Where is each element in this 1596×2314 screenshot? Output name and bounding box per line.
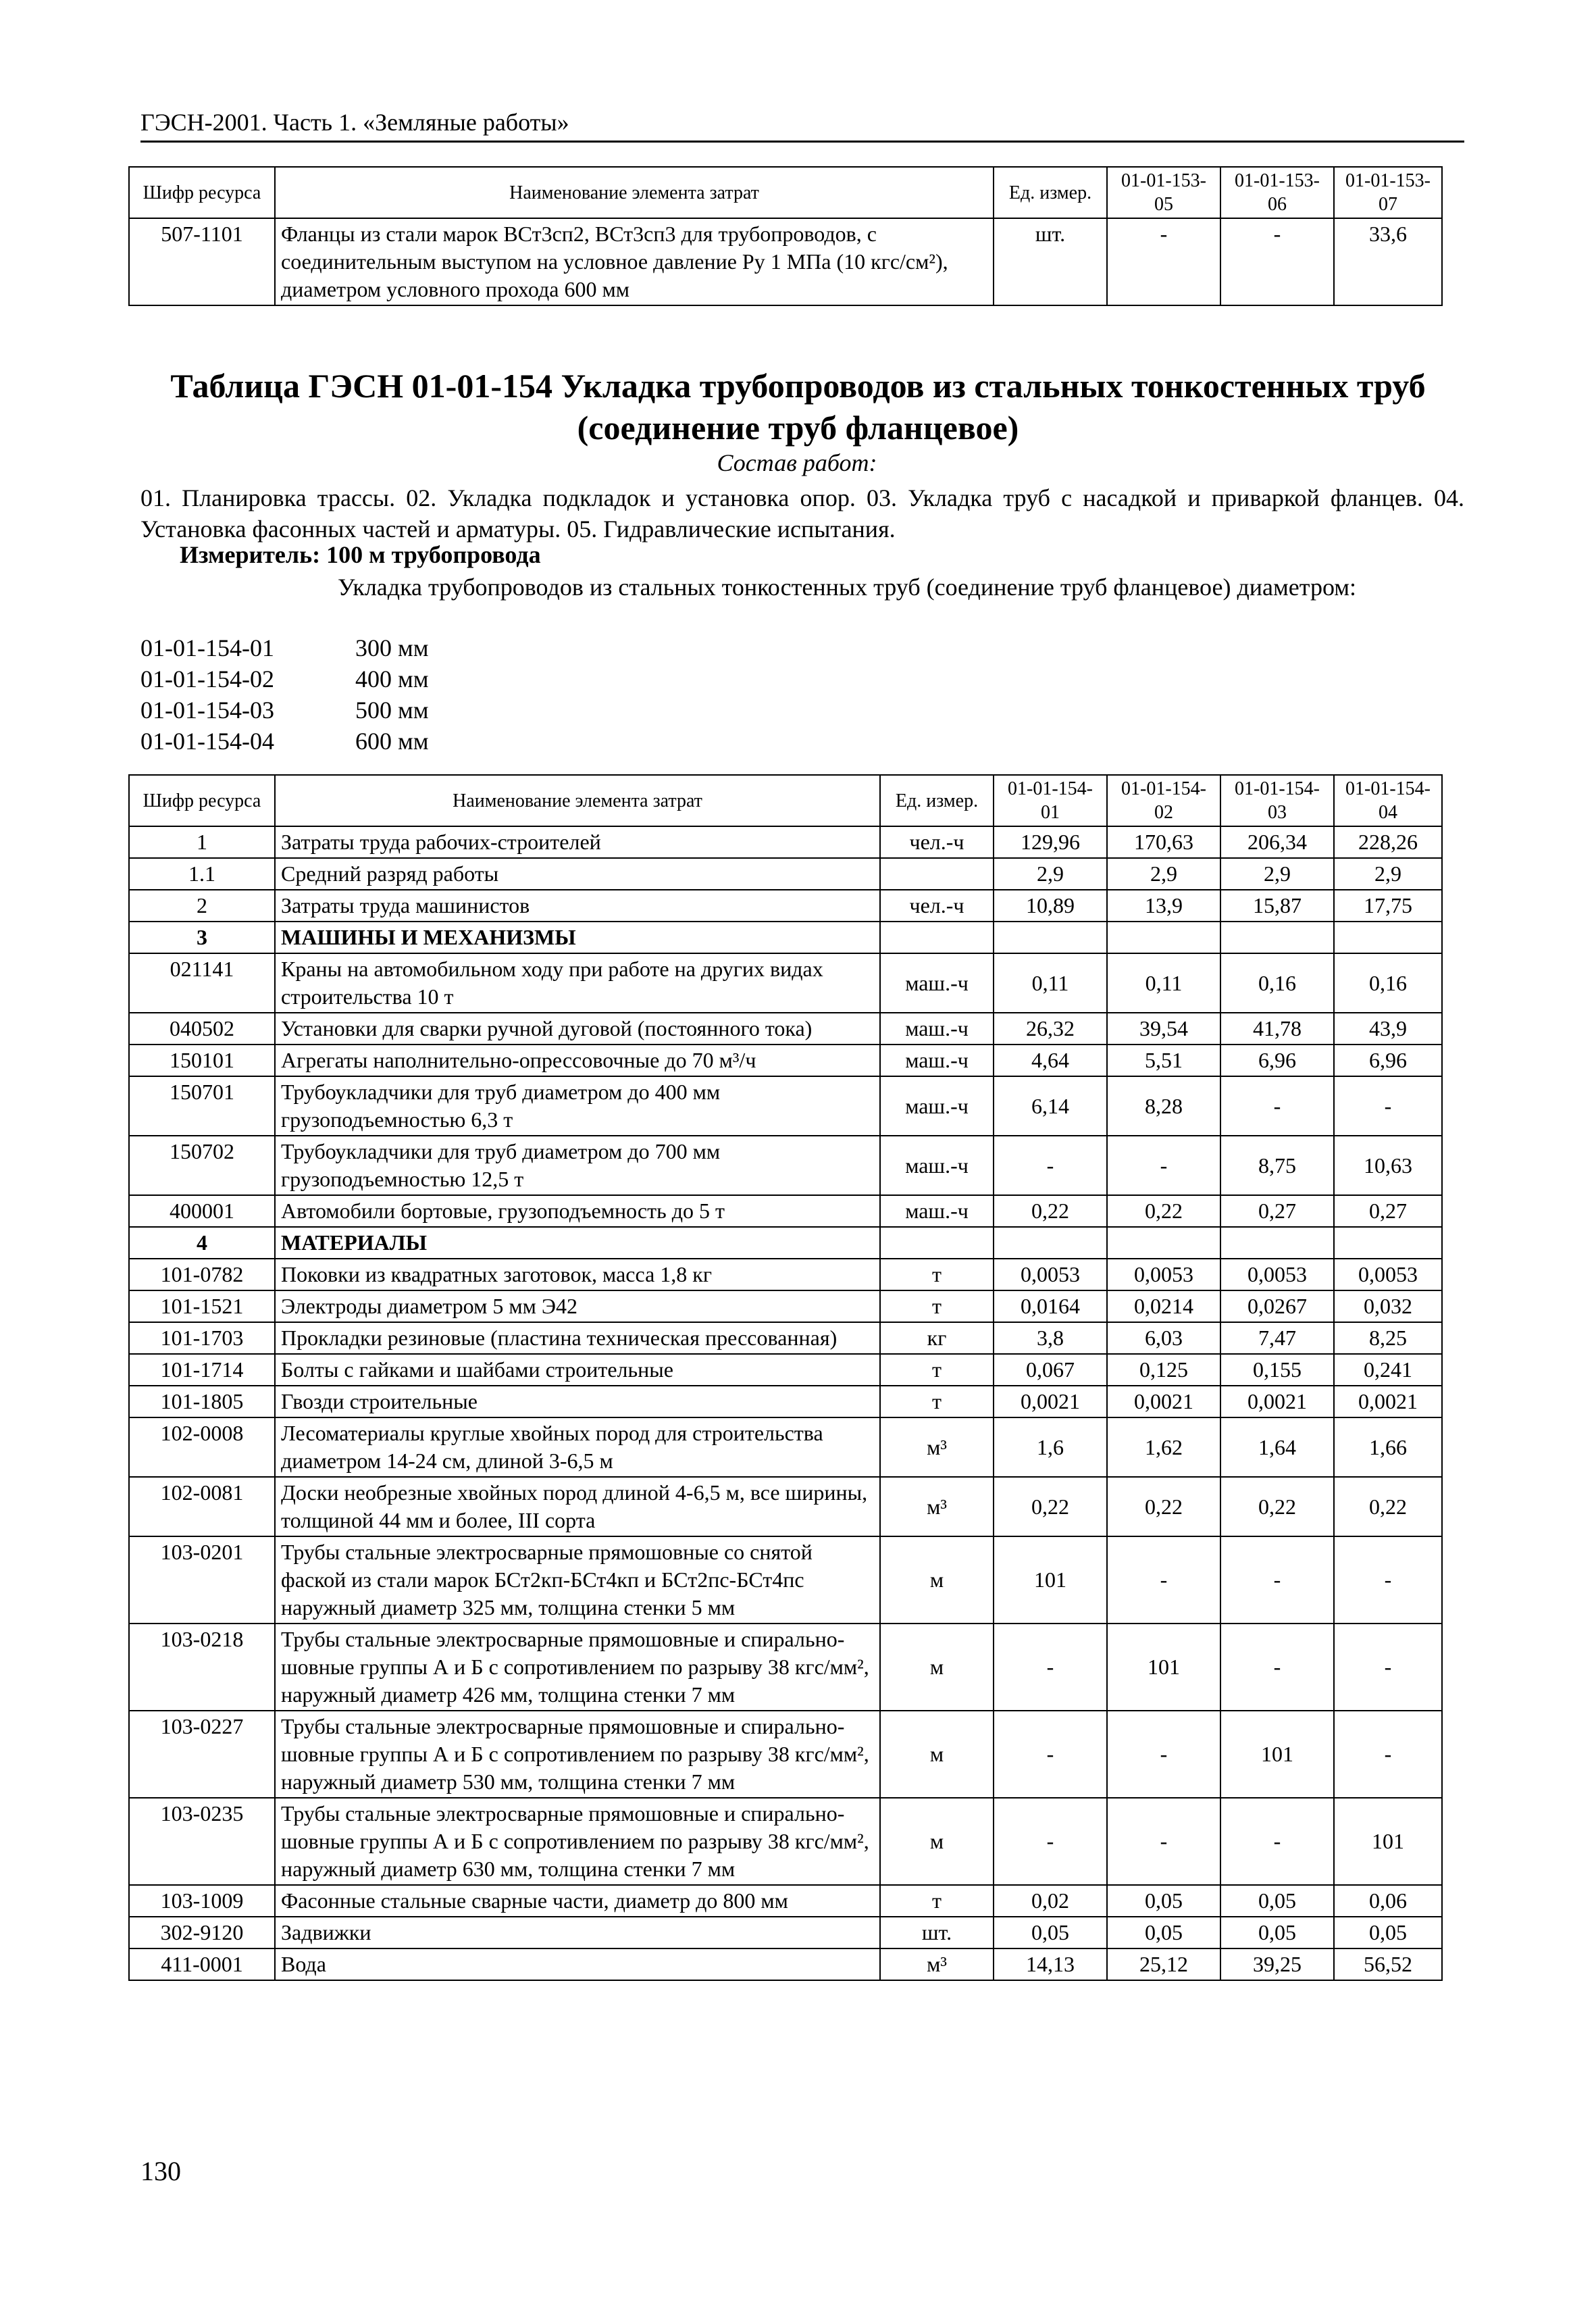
- table-row: [129, 1136, 1442, 1195]
- resource-code: 101-1521: [129, 1290, 275, 1322]
- value: 0,05: [1220, 1885, 1334, 1917]
- value: 13,9: [1107, 890, 1220, 922]
- resource-code: 150101: [129, 1045, 275, 1076]
- table-row: [129, 1536, 1442, 1624]
- value: 6,96: [1220, 1045, 1334, 1076]
- composition-label: Состав работ:: [717, 449, 877, 476]
- table-row: [129, 1477, 1442, 1536]
- variant-item: [140, 727, 429, 755]
- value: 26,32: [994, 1013, 1107, 1045]
- col-header: 01-01-153-05: [1107, 167, 1220, 218]
- table-row: [129, 953, 1442, 1013]
- value: 0,16: [1220, 953, 1334, 1013]
- unit: м: [880, 1624, 994, 1711]
- value: -: [1220, 1798, 1334, 1885]
- value: 0,05: [1107, 1885, 1220, 1917]
- unit: [880, 1227, 994, 1259]
- resource-code: 3: [129, 922, 275, 953]
- table-title: [101, 365, 1495, 449]
- value: 0,16: [1334, 953, 1442, 1013]
- resource-code: 103-0218: [129, 1624, 275, 1711]
- value: 0,22: [1107, 1195, 1220, 1227]
- unit: т: [880, 1386, 994, 1417]
- value: 0,0053: [1220, 1259, 1334, 1290]
- resource-name: Фасонные стальные сварные части, диаметр до 800 мм: [275, 1885, 880, 1917]
- value: -: [1220, 1624, 1334, 1711]
- table-row: [129, 1624, 1442, 1711]
- unit: т: [880, 1354, 994, 1386]
- resource-name: МАШИНЫ И МЕХАНИЗМЫ: [275, 922, 880, 953]
- value: 7,47: [1220, 1322, 1334, 1354]
- unit: маш.-ч: [880, 1195, 994, 1227]
- value: 10,89: [994, 890, 1107, 922]
- value: 1,66: [1334, 1417, 1442, 1477]
- resource-name: Автомобили бортовые, грузоподъемность до 5 т: [275, 1195, 880, 1227]
- resource-code: 4: [129, 1227, 275, 1259]
- col-header: 01-01-153-06: [1220, 167, 1334, 218]
- col-header: 01-01-153-07: [1334, 167, 1442, 218]
- value: -: [994, 1798, 1107, 1885]
- value: 43,9: [1334, 1013, 1442, 1045]
- value: 8,75: [1220, 1136, 1334, 1195]
- value: 0,27: [1334, 1195, 1442, 1227]
- resource-code: 150702: [129, 1136, 275, 1195]
- resource-code: 021141: [129, 953, 275, 1013]
- resource-name: Трубы стальные электросварные прямошовные и спирально-шовные группы А и Б с сопротивлением по разрыву 38 кгс/мм², наружный диаметр 530 мм, толщина стенки 7 мм: [275, 1711, 880, 1798]
- table-row: [129, 1322, 1442, 1354]
- value: 41,78: [1220, 1013, 1334, 1045]
- value: -: [1107, 1536, 1220, 1624]
- unit: м: [880, 1711, 994, 1798]
- resource-code: 101-0782: [129, 1259, 275, 1290]
- page-number: 130: [140, 2156, 181, 2186]
- resource-name: МАТЕРИАЛЫ: [275, 1227, 880, 1259]
- value: 15,87: [1220, 890, 1334, 922]
- resource-name: Затраты труда машинистов: [275, 890, 880, 922]
- table-row: [129, 890, 1442, 922]
- value: 25,12: [1107, 1948, 1220, 1980]
- value: [1334, 1227, 1442, 1259]
- variant-code: 01-01-154-04: [140, 728, 274, 755]
- table-row: [129, 1885, 1442, 1917]
- resource-code: 040502: [129, 1013, 275, 1045]
- value: 2,9: [1107, 858, 1220, 890]
- value: 6,14: [994, 1076, 1107, 1136]
- value: 0,22: [1107, 1477, 1220, 1536]
- col-header: 01-01-154-02: [1107, 775, 1220, 826]
- table-row: [129, 1386, 1442, 1417]
- value: 0,22: [1220, 1477, 1334, 1536]
- resource-name: Болты с гайками и шайбами строительные: [275, 1354, 880, 1386]
- variant-size: 600 мм: [355, 728, 429, 755]
- unit: м³: [880, 1417, 994, 1477]
- col-header: Наименование элемента затрат: [275, 775, 880, 826]
- table-row: [129, 1045, 1442, 1076]
- variant-code: 01-01-154-03: [140, 697, 274, 724]
- unit: м³: [880, 1477, 994, 1536]
- unit: маш.-ч: [880, 1136, 994, 1195]
- value: 0,0053: [1107, 1259, 1220, 1290]
- unit: маш.-ч: [880, 953, 994, 1013]
- value: 101: [1334, 1798, 1442, 1885]
- col-header: Шифр ресурса: [129, 167, 275, 218]
- value: 170,63: [1107, 826, 1220, 858]
- table-row: [129, 1290, 1442, 1322]
- value: 1,62: [1107, 1417, 1220, 1477]
- value: -: [1334, 1624, 1442, 1711]
- resource-code: 101-1703: [129, 1322, 275, 1354]
- value: 0,05: [1107, 1917, 1220, 1948]
- value: -: [1107, 1136, 1220, 1195]
- resource-code: 150701: [129, 1076, 275, 1136]
- table-row: [129, 1417, 1442, 1477]
- resource-name: Лесоматериалы круглые хвойных пород для строительства диаметром 14-24 см, длиной 3-6,5 м: [275, 1417, 880, 1477]
- table-title-line1: Таблица ГЭСН 01-01-154 Укладка трубопроводов из стальных тонкостенных труб: [170, 367, 1426, 405]
- value: 6,96: [1334, 1045, 1442, 1076]
- unit: чел.-ч: [880, 890, 994, 922]
- unit: м: [880, 1536, 994, 1624]
- resource-code: 101-1805: [129, 1386, 275, 1417]
- value: 1,6: [994, 1417, 1107, 1477]
- value: 3,8: [994, 1322, 1107, 1354]
- table-row: [129, 1948, 1442, 1980]
- table-row: [129, 858, 1442, 890]
- variant-item: [140, 696, 429, 724]
- unit: шт.: [880, 1917, 994, 1948]
- value: 228,26: [1334, 826, 1442, 858]
- value: 0,0164: [994, 1290, 1107, 1322]
- resource-name: Вода: [275, 1948, 880, 1980]
- col-header: Наименование элемента затрат: [275, 167, 994, 218]
- value: -: [994, 1711, 1107, 1798]
- value: 5,51: [1107, 1045, 1220, 1076]
- value: 0,125: [1107, 1354, 1220, 1386]
- value: -: [1334, 1711, 1442, 1798]
- table-row: [129, 1798, 1442, 1885]
- resource-name: Средний разряд работы: [275, 858, 880, 890]
- value: 0,0214: [1107, 1290, 1220, 1322]
- value: -: [1334, 1536, 1442, 1624]
- value: 0,11: [994, 953, 1107, 1013]
- unit: маш.-ч: [880, 1013, 994, 1045]
- col-header: 01-01-154-03: [1220, 775, 1334, 826]
- variant-code: 01-01-154-01: [140, 634, 274, 661]
- resource-code: 411-0001: [129, 1948, 275, 1980]
- resource-name: Трубы стальные электросварные прямошовные и спирально-шовные группы А и Б с сопротивлением по разрыву 38 кгс/мм², наружный диаметр 630 мм, толщина стенки 7 мм: [275, 1798, 880, 1885]
- resource-code: 302-9120: [129, 1917, 275, 1948]
- resource-code: 101-1714: [129, 1354, 275, 1386]
- resource-name: Трубы стальные электросварные прямошовные и спирально-шовные группы А и Б с сопротивлением по разрыву 38 кгс/мм², наружный диаметр 426 мм, толщина стенки 7 мм: [275, 1624, 880, 1711]
- running-header: ГЭСН-2001. Часть 1. «Земляные работы»: [140, 109, 569, 136]
- resource-name: Установки для сварки ручной дуговой (постоянного тока): [275, 1013, 880, 1045]
- variant-size: 300 мм: [355, 634, 429, 661]
- value: 4,64: [994, 1045, 1107, 1076]
- value: -: [1107, 218, 1220, 305]
- table-row: [129, 1354, 1442, 1386]
- table-row: [129, 1013, 1442, 1045]
- value: 0,02: [994, 1885, 1107, 1917]
- resource-name: Прокладки резиновые (пластина техническая прессованная): [275, 1322, 880, 1354]
- value: 101: [1107, 1624, 1220, 1711]
- value: 1,64: [1220, 1417, 1334, 1477]
- value: [1107, 1227, 1220, 1259]
- table-row: [129, 826, 1442, 858]
- section-row: [129, 1227, 1442, 1259]
- resource-name: Электроды диаметром 5 мм Э42: [275, 1290, 880, 1322]
- continuation-table: [128, 166, 1443, 306]
- value: 0,22: [994, 1477, 1107, 1536]
- value: 14,13: [994, 1948, 1107, 1980]
- value: 0,06: [1334, 1885, 1442, 1917]
- header-rule: [140, 141, 1464, 143]
- resource-name: Задвижки: [275, 1917, 880, 1948]
- value: 2,9: [994, 858, 1107, 890]
- value: 8,25: [1334, 1322, 1442, 1354]
- value: 206,34: [1220, 826, 1334, 858]
- composition-text: 01. Планировка трассы. 02. Укладка подкладок и установка опор. 03. Укладка труб с насадкой и приваркой фланцев. 04. Установка фасонных частей и арматуры. 05. Гидравлические испытания.: [140, 484, 1464, 543]
- value: 101: [994, 1536, 1107, 1624]
- table-row: [129, 1711, 1442, 1798]
- resource-name: Гвозди строительные: [275, 1386, 880, 1417]
- value: -: [994, 1136, 1107, 1195]
- value: -: [1107, 1711, 1220, 1798]
- value: 39,54: [1107, 1013, 1220, 1045]
- value: 56,52: [1334, 1948, 1442, 1980]
- unit: м³: [880, 1948, 994, 1980]
- resource-code: 103-0227: [129, 1711, 275, 1798]
- variant-item: [140, 634, 429, 662]
- value: 0,0021: [1334, 1386, 1442, 1417]
- value: [1107, 922, 1220, 953]
- unit: т: [880, 1259, 994, 1290]
- value: 0,0053: [1334, 1259, 1442, 1290]
- resource-code: 102-0081: [129, 1477, 275, 1536]
- resource-name: Трубы стальные электросварные прямошовные со снятой фаской из стали марок БСт2кп-БСт4кп и БСт2пс-БСт4пс наружный диаметр 325 мм, толщина стенки 5 мм: [275, 1536, 880, 1624]
- value: 0,27: [1220, 1195, 1334, 1227]
- col-header: 01-01-154-01: [994, 775, 1107, 826]
- unit: маш.-ч: [880, 1076, 994, 1136]
- table-row: [129, 218, 1442, 305]
- resource-name: Трубоукладчики для труб диаметром до 700 мм грузоподъемностью 12,5 т: [275, 1136, 880, 1195]
- resource-code: 507-1101: [129, 218, 275, 305]
- unit: кг: [880, 1322, 994, 1354]
- section-row: [129, 922, 1442, 953]
- resource-table: [128, 774, 1443, 1981]
- value: 0,22: [994, 1195, 1107, 1227]
- resource-code: 103-0235: [129, 1798, 275, 1885]
- value: 0,032: [1334, 1290, 1442, 1322]
- value: 0,0053: [994, 1259, 1107, 1290]
- resource-code: 400001: [129, 1195, 275, 1227]
- variant-code: 01-01-154-02: [140, 665, 274, 693]
- measure-unit: Измеритель: 100 м трубопровода: [180, 541, 541, 568]
- value: 0,05: [1334, 1917, 1442, 1948]
- resource-name: Поковки из квадратных заготовок, масса 1,8 кг: [275, 1259, 880, 1290]
- variant-size: 400 мм: [355, 665, 429, 693]
- resource-name: Фланцы из стали марок ВСт3сп2, ВСт3сп3 для трубопроводов, с соединительным выступом на условное давление Ру 1 МПа (10 кгс/см²), диаметром условного прохода 600 мм: [275, 218, 994, 305]
- resource-name: Затраты труда рабочих-строителей: [275, 826, 880, 858]
- value: 0,05: [1220, 1917, 1334, 1948]
- table-row: [129, 1195, 1442, 1227]
- value: 0,0267: [1220, 1290, 1334, 1322]
- variants-intro: Укладка трубопроводов из стальных тонкостенных труб (соединение труб фланцевое) диаметром:: [338, 574, 1357, 601]
- unit: маш.-ч: [880, 1045, 994, 1076]
- resource-name: Трубоукладчики для труб диаметром до 400 мм грузоподъемностью 6,3 т: [275, 1076, 880, 1136]
- col-header: Шифр ресурса: [129, 775, 275, 826]
- col-header: Ед. измер.: [994, 167, 1107, 218]
- value: 10,63: [1334, 1136, 1442, 1195]
- value: [994, 1227, 1107, 1259]
- value: 0,067: [994, 1354, 1107, 1386]
- value: [1220, 922, 1334, 953]
- value: -: [1107, 1798, 1220, 1885]
- value: -: [994, 1624, 1107, 1711]
- table-header-row: [129, 775, 1442, 826]
- table-row: [129, 1917, 1442, 1948]
- value: 17,75: [1334, 890, 1442, 922]
- value: 129,96: [994, 826, 1107, 858]
- resource-code: 2: [129, 890, 275, 922]
- value: 0,11: [1107, 953, 1220, 1013]
- value: 2,9: [1334, 858, 1442, 890]
- table-row: [129, 1259, 1442, 1290]
- resource-code: 103-0201: [129, 1536, 275, 1624]
- value: 0,0021: [1220, 1386, 1334, 1417]
- value: 39,25: [1220, 1948, 1334, 1980]
- unit: т: [880, 1290, 994, 1322]
- value: 6,03: [1107, 1322, 1220, 1354]
- resource-name: Краны на автомобильном ходу при работе на других видах строительства 10 т: [275, 953, 880, 1013]
- table-title-line2: (соединение труб фланцевое): [577, 409, 1019, 447]
- unit: шт.: [994, 218, 1107, 305]
- value: [994, 922, 1107, 953]
- resource-code: 1: [129, 826, 275, 858]
- value: 0,241: [1334, 1354, 1442, 1386]
- unit: м: [880, 1798, 994, 1885]
- value: 0,22: [1334, 1477, 1442, 1536]
- value: -: [1334, 1076, 1442, 1136]
- value: 0,05: [994, 1917, 1107, 1948]
- col-header: 01-01-154-04: [1334, 775, 1442, 826]
- table-header-row: [129, 167, 1442, 218]
- variant-item: [140, 665, 429, 693]
- variant-size: 500 мм: [355, 697, 429, 724]
- table-row: [129, 1076, 1442, 1136]
- col-header: Ед. измер.: [880, 775, 994, 826]
- value: 33,6: [1334, 218, 1442, 305]
- value: 0,155: [1220, 1354, 1334, 1386]
- value: 2,9: [1220, 858, 1334, 890]
- value: 0,0021: [994, 1386, 1107, 1417]
- value: -: [1220, 218, 1334, 305]
- resource-code: 1.1: [129, 858, 275, 890]
- value: 101: [1220, 1711, 1334, 1798]
- value: 0,0021: [1107, 1386, 1220, 1417]
- resource-code: 102-0008: [129, 1417, 275, 1477]
- resource-code: 103-1009: [129, 1885, 275, 1917]
- unit: [880, 858, 994, 890]
- resource-name: Доски необрезные хвойных пород длиной 4-6,5 м, все ширины, толщиной 44 мм и более, III сорта: [275, 1477, 880, 1536]
- unit: т: [880, 1885, 994, 1917]
- unit: [880, 922, 994, 953]
- value: 8,28: [1107, 1076, 1220, 1136]
- value: [1334, 922, 1442, 953]
- value: [1220, 1227, 1334, 1259]
- resource-table-body: [129, 826, 1442, 1980]
- value: -: [1220, 1536, 1334, 1624]
- value: -: [1220, 1076, 1334, 1136]
- resource-name: Агрегаты наполнительно-опрессовочные до 70 м³/ч: [275, 1045, 880, 1076]
- unit: чел.-ч: [880, 826, 994, 858]
